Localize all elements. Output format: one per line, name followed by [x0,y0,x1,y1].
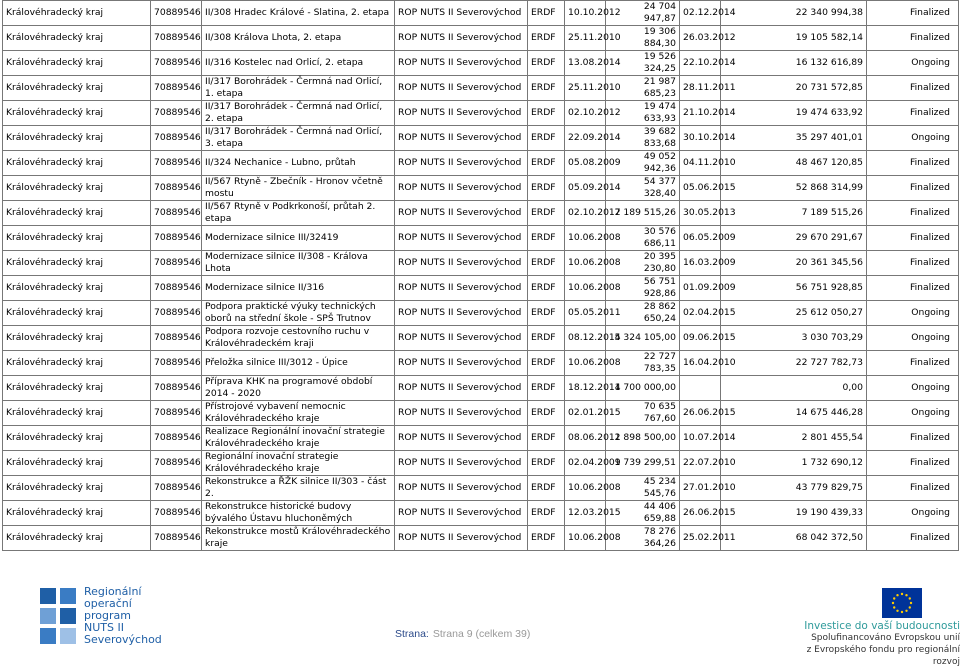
paid-cell: 14 675 446,28 [721,401,867,426]
amount-cell: 56 751 928,86 [606,276,680,301]
ico-cell: 70889546 [151,76,202,101]
ico-cell: 70889546 [151,226,202,251]
end-date-cell: 27.01.2010 [680,476,721,501]
table-row [3,501,959,526]
paid-cell: 25 612 050,27 [721,301,867,326]
end-date-cell: 09.06.2015 [680,326,721,351]
start-date-cell: 05.05.2011 [565,301,606,326]
project-cell: Přístrojové vybavení nemocnic Královéhradeckého kraje [202,401,395,426]
paid-cell: 56 751 928,85 [721,276,867,301]
project-cell: II/324 Nechanice - Lubno, průtah [202,151,395,176]
ico-cell: 70889546 [151,426,202,451]
fund-cell: ERDF [528,126,565,151]
region-cell: Královéhradecký kraj [3,1,151,26]
paid-cell: 22 340 994,38 [721,1,867,26]
amount-cell: 30 576 686,11 [606,226,680,251]
eu-star [901,593,903,595]
table-row [3,476,959,501]
paid-cell: 22 727 782,73 [721,351,867,376]
eu-fund: z Evropského fondu pro regionální rozvoj [806,645,960,667]
status-cell: Finalized [867,151,959,176]
ico-cell: 70889546 [151,251,202,276]
paid-cell: 20 731 572,85 [721,76,867,101]
region-cell: Královéhradecký kraj [3,126,151,151]
program-cell: ROP NUTS II Severovýchod [395,126,528,151]
amount-cell: 54 377 328,40 [606,176,680,201]
project-cell: Rekonstrukce mostů Královéhradeckého kraje [202,526,395,551]
project-cell: Realizace Regionální inovační strategie Královéhradeckého kraje [202,426,395,451]
ico-cell: 70889546 [151,376,202,401]
program-cell: ROP NUTS II Severovýchod [395,201,528,226]
status-cell: Ongoing [867,326,959,351]
projects-table-body [3,1,959,551]
region-cell: Královéhradecký kraj [3,301,151,326]
table-row [3,351,959,376]
table-row [3,126,959,151]
project-cell: Modernizace silnice II/308 - Králova Lhota [202,251,395,276]
eu-star [896,594,898,596]
ico-cell: 70889546 [151,501,202,526]
start-date-cell: 02.10.2012 [565,101,606,126]
program-cell: ROP NUTS II Severovýchod [395,451,528,476]
region-cell: Královéhradecký kraj [3,176,151,201]
end-date-cell: 22.07.2010 [680,451,721,476]
start-date-cell: 10.10.2012 [565,1,606,26]
paid-cell: 3 030 703,29 [721,326,867,351]
fund-cell: ERDF [528,276,565,301]
region-cell: Královéhradecký kraj [3,51,151,76]
table-row [3,376,959,401]
paid-cell: 29 670 291,67 [721,226,867,251]
amount-cell: 1 700 000,00 [606,376,680,401]
status-cell: Ongoing [867,401,959,426]
program-cell: ROP NUTS II Severovýchod [395,26,528,51]
amount-cell: 19 526 324,25 [606,51,680,76]
end-date-cell: 16.04.2010 [680,351,721,376]
fund-cell: ERDF [528,176,565,201]
fund-cell: ERDF [528,451,565,476]
end-date-cell [680,376,721,401]
page-label: Strana: [395,628,429,640]
paid-cell: 2 801 455,54 [721,426,867,451]
status-cell: Finalized [867,451,959,476]
paid-cell: 0,00 [721,376,867,401]
amount-cell: 2 898 500,00 [606,426,680,451]
project-cell: II/567 Rtyně - Zbečník - Hronov včetně mostu [202,176,395,201]
start-date-cell: 02.01.2015 [565,401,606,426]
project-cell: II/567 Rtyně v Podkrkonoší, průtah 2. etapa [202,201,395,226]
status-cell: Ongoing [867,501,959,526]
table-row [3,426,959,451]
amount-cell: 39 682 833,68 [606,126,680,151]
end-date-cell: 26.06.2015 [680,501,721,526]
status-cell: Ongoing [867,51,959,76]
eu-star [893,606,895,608]
program-cell: ROP NUTS II Severovýchod [395,276,528,301]
ico-cell: 70889546 [151,151,202,176]
ico-cell: 70889546 [151,1,202,26]
paid-cell: 43 779 829,75 [721,476,867,501]
fund-cell: ERDF [528,376,565,401]
start-date-cell: 18.12.2014 [565,376,606,401]
eu-slogan: Investice do vaší budoucnosti [804,620,960,632]
program-cell: ROP NUTS II Severovýchod [395,151,528,176]
project-cell: II/316 Kostelec nad Orlicí, 2. etapa [202,51,395,76]
end-date-cell: 25.02.2011 [680,526,721,551]
region-cell: Královéhradecký kraj [3,451,151,476]
region-cell: Královéhradecký kraj [3,251,151,276]
status-cell: Finalized [867,526,959,551]
end-date-cell: 28.11.2011 [680,76,721,101]
program-cell: ROP NUTS II Severovýchod [395,351,528,376]
program-cell: ROP NUTS II Severovýchod [395,301,528,326]
program-cell: ROP NUTS II Severovýchod [395,226,528,251]
fund-cell: ERDF [528,476,565,501]
ico-cell: 70889546 [151,101,202,126]
paid-cell: 19 190 439,33 [721,501,867,526]
fund-cell: ERDF [528,201,565,226]
fund-cell: ERDF [528,101,565,126]
start-date-cell: 10.06.2008 [565,251,606,276]
status-cell: Finalized [867,276,959,301]
project-cell: II/317 Borohrádek - Čermná nad Orlicí, 1. etapa [202,76,395,101]
status-cell: Finalized [867,426,959,451]
amount-cell: 24 704 947,87 [606,1,680,26]
start-date-cell: 02.10.2012 [565,201,606,226]
paid-cell: 68 042 372,50 [721,526,867,551]
project-cell: Rekonstrukce a ŘŽK silnice II/303 - část 2. [202,476,395,501]
end-date-cell: 06.05.2009 [680,226,721,251]
start-date-cell: 25.11.2010 [565,26,606,51]
region-cell: Královéhradecký kraj [3,351,151,376]
amount-cell: 70 635 767,60 [606,401,680,426]
amount-cell: 5 324 105,00 [606,326,680,351]
status-cell: Finalized [867,76,959,101]
status-cell: Ongoing [867,376,959,401]
program-cell: ROP NUTS II Severovýchod [395,1,528,26]
eu-star [909,597,911,599]
start-date-cell: 05.08.2009 [565,151,606,176]
start-date-cell: 10.06.2008 [565,526,606,551]
program-cell: ROP NUTS II Severovýchod [395,76,528,101]
eu-cofinanced: Spolufinancováno Evropskou unií [811,633,960,643]
table-row [3,526,959,551]
start-date-cell: 13.08.2014 [565,51,606,76]
eu-flag-icon [882,588,922,618]
ico-cell: 70889546 [151,326,202,351]
status-cell: Ongoing [867,126,959,151]
fund-cell: ERDF [528,251,565,276]
ico-cell: 70889546 [151,451,202,476]
status-cell: Finalized [867,26,959,51]
region-cell: Královéhradecký kraj [3,476,151,501]
start-date-cell: 10.06.2008 [565,276,606,301]
eu-star [896,610,898,612]
ico-cell: 70889546 [151,476,202,501]
table-row [3,326,959,351]
eu-star [905,610,907,612]
end-date-cell: 16.03.2009 [680,251,721,276]
table-row [3,401,959,426]
region-cell: Královéhradecký kraj [3,151,151,176]
logo-line-2: operační program [84,597,132,622]
start-date-cell: 05.09.2014 [565,176,606,201]
status-cell: Finalized [867,201,959,226]
paid-cell: 20 361 345,56 [721,251,867,276]
start-date-cell: 22.09.2014 [565,126,606,151]
paid-cell: 7 189 515,26 [721,201,867,226]
start-date-cell: 02.04.2009 [565,451,606,476]
end-date-cell: 30.05.2013 [680,201,721,226]
program-cell: ROP NUTS II Severovýchod [395,376,528,401]
end-date-cell: 01.09.2009 [680,276,721,301]
paid-cell: 16 132 616,89 [721,51,867,76]
fund-cell: ERDF [528,51,565,76]
end-date-cell: 05.06.2015 [680,176,721,201]
table-row [3,451,959,476]
fund-cell: ERDF [528,501,565,526]
fund-cell: ERDF [528,351,565,376]
ico-cell: 70889546 [151,301,202,326]
amount-cell: 7 189 515,26 [606,201,680,226]
amount-cell: 1 739 299,51 [606,451,680,476]
amount-cell: 78 276 364,26 [606,526,680,551]
program-cell: ROP NUTS II Severovýchod [395,426,528,451]
project-cell: Podpora praktické výuky technických oborů na střední škole - SPŠ Trutnov [202,301,395,326]
amount-cell: 44 406 659,88 [606,501,680,526]
eu-star [893,597,895,599]
rop-logo-icon [38,586,78,648]
region-cell: Královéhradecký kraj [3,401,151,426]
status-cell: Finalized [867,251,959,276]
amount-cell: 19 306 884,30 [606,26,680,51]
start-date-cell: 12.03.2015 [565,501,606,526]
paid-cell: 52 868 314,99 [721,176,867,201]
project-cell: II/317 Borohrádek - Čermná nad Orlicí, 3. etapa [202,126,395,151]
fund-cell: ERDF [528,26,565,51]
end-date-cell: 21.10.2014 [680,101,721,126]
program-cell: ROP NUTS II Severovýchod [395,176,528,201]
table-row [3,301,959,326]
end-date-cell: 30.10.2014 [680,126,721,151]
fund-cell: ERDF [528,401,565,426]
ico-cell: 70889546 [151,176,202,201]
start-date-cell: 25.11.2010 [565,76,606,101]
ico-cell: 70889546 [151,526,202,551]
projects-table [2,0,959,551]
region-cell: Královéhradecký kraj [3,201,151,226]
table-row [3,201,959,226]
end-date-cell: 04.11.2010 [680,151,721,176]
end-date-cell: 02.12.2014 [680,1,721,26]
page-indicator [395,628,530,640]
project-cell: II/308 Králova Lhota, 2. etapa [202,26,395,51]
end-date-cell: 26.06.2015 [680,401,721,426]
region-cell: Královéhradecký kraj [3,76,151,101]
table-row [3,51,959,76]
start-date-cell: 10.06.2008 [565,476,606,501]
eu-star [892,602,894,604]
table-row [3,251,959,276]
region-cell: Královéhradecký kraj [3,276,151,301]
table-row [3,101,959,126]
fund-cell: ERDF [528,76,565,101]
fund-cell: ERDF [528,301,565,326]
end-date-cell: 26.03.2012 [680,26,721,51]
rop-logo-text [84,586,178,646]
ico-cell: 70889546 [151,276,202,301]
logo-line-1: Regionální [84,585,142,598]
project-cell: Regionální inovační strategie Královéhradeckého kraje [202,451,395,476]
status-cell: Finalized [867,351,959,376]
end-date-cell: 02.04.2015 [680,301,721,326]
end-date-cell: 22.10.2014 [680,51,721,76]
program-cell: ROP NUTS II Severovýchod [395,101,528,126]
status-cell: Finalized [867,226,959,251]
eu-star [910,602,912,604]
project-cell: Rekonstrukce historické budovy bývalého Ústavu hluchoněmých [202,501,395,526]
project-cell: Modernizace silnice III/32419 [202,226,395,251]
table-row [3,76,959,101]
fund-cell: ERDF [528,226,565,251]
start-date-cell: 10.06.2008 [565,351,606,376]
ico-cell: 70889546 [151,126,202,151]
status-cell: Finalized [867,1,959,26]
amount-cell: 21 987 685,23 [606,76,680,101]
status-cell: Finalized [867,476,959,501]
region-cell: Královéhradecký kraj [3,501,151,526]
end-date-cell: 10.07.2014 [680,426,721,451]
program-cell: ROP NUTS II Severovýchod [395,326,528,351]
region-cell: Královéhradecký kraj [3,26,151,51]
ico-cell: 70889546 [151,51,202,76]
program-cell: ROP NUTS II Severovýchod [395,476,528,501]
amount-cell: 45 234 545,76 [606,476,680,501]
paid-cell: 1 732 690,12 [721,451,867,476]
ico-cell: 70889546 [151,351,202,376]
program-cell: ROP NUTS II Severovýchod [395,501,528,526]
fund-cell: ERDF [528,426,565,451]
amount-cell: 22 727 783,35 [606,351,680,376]
paid-cell: 35 297 401,01 [721,126,867,151]
ico-cell: 70889546 [151,201,202,226]
ico-cell: 70889546 [151,401,202,426]
fund-cell: ERDF [528,526,565,551]
status-cell: Finalized [867,176,959,201]
project-cell: Modernizace silnice II/316 [202,276,395,301]
eu-star [905,594,907,596]
region-cell: Královéhradecký kraj [3,526,151,551]
project-cell: II/308 Hradec Králové - Slatina, 2. etapa [202,1,395,26]
table-row [3,176,959,201]
start-date-cell: 08.12.2014 [565,326,606,351]
program-cell: ROP NUTS II Severovýchod [395,51,528,76]
project-cell: Přeložka silnice III/3012 - Úpice [202,351,395,376]
table-row [3,1,959,26]
start-date-cell: 10.06.2008 [565,226,606,251]
program-cell: ROP NUTS II Severovýchod [395,401,528,426]
amount-cell: 49 052 942,36 [606,151,680,176]
amount-cell: 28 862 650,24 [606,301,680,326]
fund-cell: ERDF [528,326,565,351]
region-cell: Královéhradecký kraj [3,101,151,126]
region-cell: Královéhradecký kraj [3,226,151,251]
table-row [3,276,959,301]
project-cell: Příprava KHK na programové období 2014 - 2020 [202,376,395,401]
rop-logo [38,586,178,648]
eu-star [909,606,911,608]
region-cell: Královéhradecký kraj [3,376,151,401]
table-row [3,151,959,176]
table-row [3,26,959,51]
amount-cell: 20 395 230,80 [606,251,680,276]
region-cell: Královéhradecký kraj [3,326,151,351]
start-date-cell: 08.06.2011 [565,426,606,451]
fund-cell: ERDF [528,151,565,176]
project-cell: Podpora rozvoje cestovního ruchu v Královéhradeckém kraji [202,326,395,351]
paid-cell: 48 467 120,85 [721,151,867,176]
page-value: Strana 9 (celkem 39) [432,628,531,640]
program-cell: ROP NUTS II Severovýchod [395,526,528,551]
status-cell: Ongoing [867,301,959,326]
project-cell: II/317 Borohrádek - Čermná nad Orlicí, 2. etapa [202,101,395,126]
status-cell: Finalized [867,101,959,126]
paid-cell: 19 105 582,14 [721,26,867,51]
eu-funding-note [800,620,960,668]
table-row [3,226,959,251]
fund-cell: ERDF [528,1,565,26]
logo-line-3: NUTS II Severovýchod [84,621,162,646]
paid-cell: 19 474 633,92 [721,101,867,126]
ico-cell: 70889546 [151,26,202,51]
amount-cell: 19 474 633,93 [606,101,680,126]
region-cell: Královéhradecký kraj [3,426,151,451]
program-cell: ROP NUTS II Severovýchod [395,251,528,276]
eu-star [901,611,903,613]
